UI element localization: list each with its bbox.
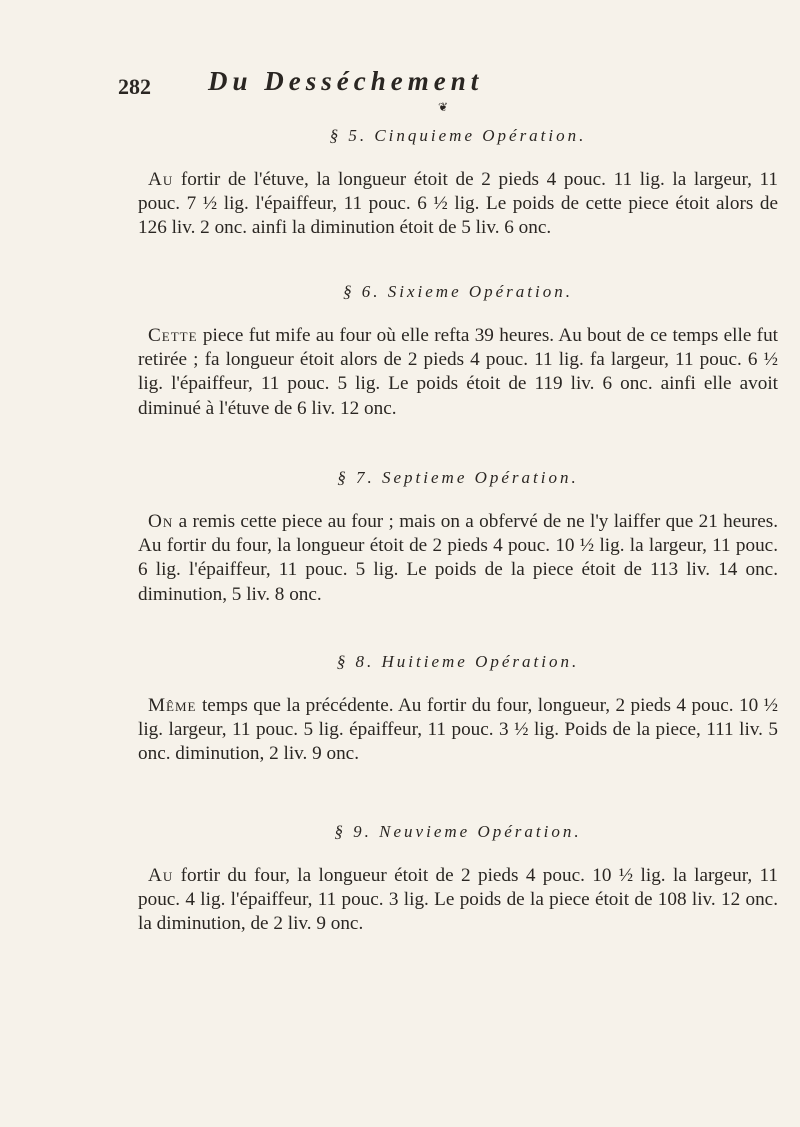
running-title-lead: Du	[208, 66, 253, 96]
section-5	[138, 126, 778, 241]
section-7	[138, 468, 778, 607]
paragraph-lead: On	[148, 511, 174, 532]
paragraph-text: a remis cette piece au four ; mais on a obfervé de ne l'y laiffer que 21 heures. Au fortir du four, la longueur étoit de 2 pieds 4 pouc. 10 ½ lig. la largeur, 11 pouc. 6 lig. l'épaiffeur, 11 pouc. 5 lig. Le poids de la piece étoit de 113 liv. 14 onc. diminution, 5 liv. 8 onc.	[138, 511, 779, 605]
section-6	[138, 282, 778, 421]
paragraph-lead: Au	[148, 865, 174, 886]
paragraph-lead: Au	[148, 169, 174, 190]
section-heading: § 7. Septieme Opération.	[337, 468, 579, 487]
running-title	[208, 66, 483, 97]
section-paragraph	[138, 324, 778, 421]
page-number: 282	[118, 74, 151, 99]
section-paragraph	[138, 694, 778, 767]
section-8	[138, 652, 778, 767]
section-heading: § 8. Huitieme Opération.	[336, 652, 580, 671]
section-paragraph	[138, 168, 778, 241]
running-title-main: Desséchement	[264, 66, 484, 96]
section-heading: § 9. Neuvieme Opération.	[334, 822, 582, 841]
paragraph-text: fortir de l'étuve, la longueur étoit de 2 pieds 4 pouc. 11 lig. la largeur, 11 pouc. 7 ½ lig. l'épaiffeur, 11 pouc. 6 ½ lig. Le poids de cette piece étoit alors de 126 liv. 2 onc. ainfi la diminution étoit de 5 liv. 6 onc.	[138, 169, 778, 239]
ornament-mark: ❦	[438, 100, 449, 114]
paragraph-lead: Cette	[148, 325, 198, 346]
section-paragraph	[138, 510, 778, 607]
paragraph-text: piece fut mife au four où elle refta 39 heures. Au bout de ce temps elle fut retirée ; fa longueur étoit alors de 2 pieds 4 pouc. 11 lig. fa largeur, 11 pouc. 6 ½ lig. l'épaiffeur, 11 pouc. 5 lig. Le poids étoit de 119 liv. 6 onc. ainfi elle avoit diminué à l'étuve de 6 liv. 12 onc.	[138, 325, 778, 419]
paragraph-lead: Même	[148, 695, 197, 716]
section-paragraph	[138, 864, 778, 937]
page-header	[118, 66, 758, 102]
section-heading: § 6. Sixieme Opération.	[343, 282, 573, 301]
paragraph-text: fortir du four, la longueur étoit de 2 pieds 4 pouc. 10 ½ lig. la largeur, 11 pouc. 4 lig. l'épaiffeur, 11 pouc. 3 lig. Le poids de la piece étoit de 108 liv. 12 onc. la diminution, de 2 liv. 9 onc.	[138, 865, 779, 935]
section-heading: § 5. Cinquieme Opération.	[329, 126, 587, 145]
paragraph-text: temps que la précédente. Au fortir du four, longueur, 2 pieds 4 pouc. 10 ½ lig. largeur, 11 pouc. 5 lig. épaiffeur, 11 pouc. 3 ½ lig. Poids de la piece, 111 liv. 5 onc. diminution, 2 liv. 9 onc.	[138, 695, 779, 765]
section-9	[138, 822, 778, 937]
